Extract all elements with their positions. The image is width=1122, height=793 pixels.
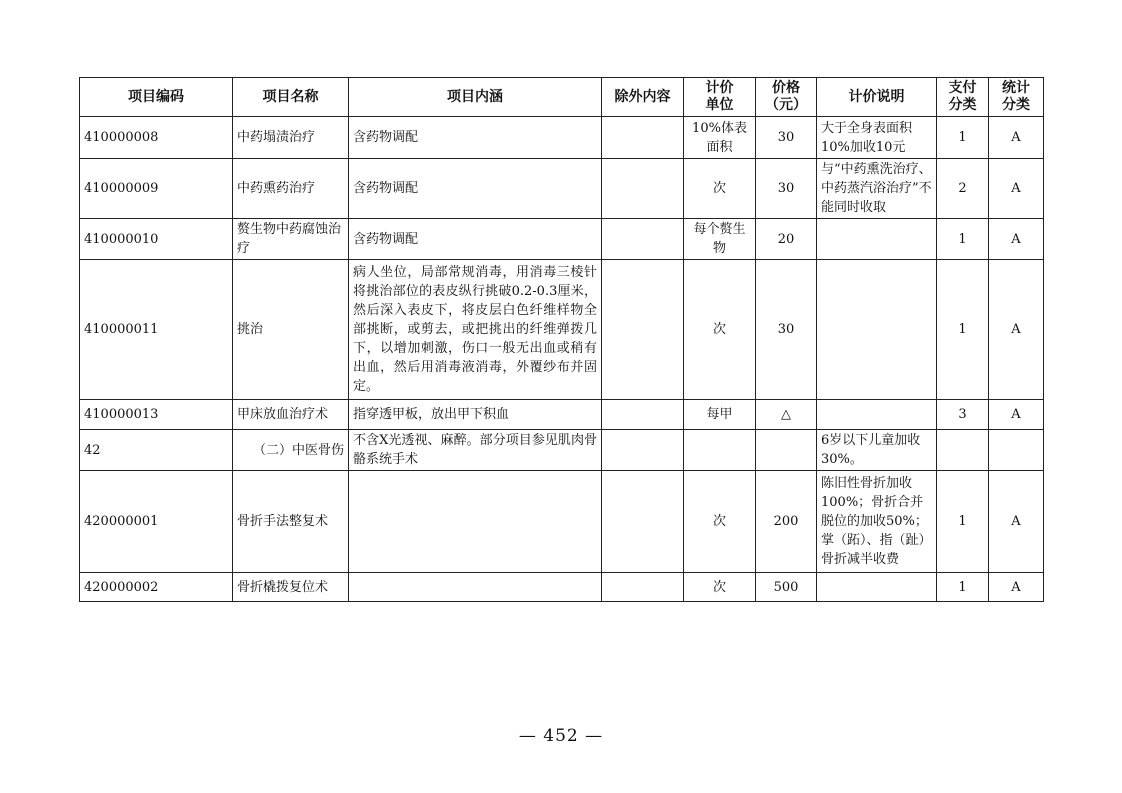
cell-pay: 1 [937, 117, 989, 159]
table-row [80, 159, 1044, 219]
cell-unit [684, 430, 756, 471]
col-header-stat: 统计 分类 [989, 78, 1044, 117]
table-row [80, 260, 1044, 400]
cell-unit: 次 [684, 159, 756, 219]
cell-unit: 10%体表面积 [684, 117, 756, 159]
cell-exclusion [602, 159, 684, 219]
cell-stat [989, 430, 1044, 471]
cell-code: 420000001 [80, 471, 233, 573]
cell-price: 30 [756, 260, 817, 400]
cell-stat: A [989, 260, 1044, 400]
cell-exclusion [602, 219, 684, 260]
cell-price: △ [756, 400, 817, 430]
table-row [80, 430, 1044, 471]
cell-content: 指穿透甲板，放出甲下积血 [349, 400, 602, 430]
cell-exclusion [602, 573, 684, 602]
table-row [80, 471, 1044, 573]
cell-note: 与“中药熏洗治疗、中药蒸汽浴治疗”不能同时收取 [817, 159, 937, 219]
cell-unit: 次 [684, 471, 756, 573]
col-header-exclusion: 除外内容 [602, 78, 684, 117]
cell-name: 甲床放血治疗术 [233, 400, 349, 430]
cell-name: 骨折手法整复术 [233, 471, 349, 573]
cell-unit: 每甲 [684, 400, 756, 430]
cell-name: 中药熏药治疗 [233, 159, 349, 219]
header-row [80, 78, 1044, 117]
cell-exclusion [602, 430, 684, 471]
table-row [80, 573, 1044, 602]
col-header-price: 价格 （元） [756, 78, 817, 117]
cell-note: 6岁以下儿童加收30%。 [817, 430, 937, 471]
cell-price: 500 [756, 573, 817, 602]
cell-note: 陈旧性骨折加收100%；骨折合并脱位的加收50%；掌（跖）、指（趾）骨折减半收费 [817, 471, 937, 573]
cell-stat: A [989, 400, 1044, 430]
col-header-unit: 计价 单位 [684, 78, 756, 117]
cell-price [756, 430, 817, 471]
table-row [80, 117, 1044, 159]
cell-note [817, 573, 937, 602]
cell-exclusion [602, 260, 684, 400]
page-number: — 452 — [518, 726, 604, 746]
cell-pay: 2 [937, 159, 989, 219]
cell-code: 410000011 [80, 260, 233, 400]
cell-content: 含药物调配 [349, 159, 602, 219]
cell-price: 20 [756, 219, 817, 260]
cell-code: 42 [80, 430, 233, 471]
cell-price: 200 [756, 471, 817, 573]
cell-stat: A [989, 573, 1044, 602]
cell-code: 420000002 [80, 573, 233, 602]
cell-code: 410000010 [80, 219, 233, 260]
cell-price: 30 [756, 117, 817, 159]
cell-content: 不含X光透视、麻醉。部分项目参见肌肉骨骼系统手术 [349, 430, 602, 471]
col-header-name: 项目名称 [233, 78, 349, 117]
cell-note: 大于全身表面积10%加收10元 [817, 117, 937, 159]
cell-exclusion [602, 471, 684, 573]
cell-content [349, 573, 602, 602]
cell-content: 含药物调配 [349, 117, 602, 159]
cell-content: 含药物调配 [349, 219, 602, 260]
cell-stat: A [989, 219, 1044, 260]
cell-content: 病人坐位，局部常规消毒，用消毒三棱针将挑治部位的表皮纵行挑破0.2-0.3厘米，然后深入表皮下，将皮层白色纤维样物全部挑断，或剪去，或把挑出的纤维弹拨几下，以增加刺激，伤口一般无出血或稍有出血，然后用消毒液消毒，外覆纱布并固定。 [349, 260, 602, 400]
col-header-code: 项目编码 [80, 78, 233, 117]
cell-exclusion [602, 400, 684, 430]
cell-code: 410000013 [80, 400, 233, 430]
cell-code: 410000008 [80, 117, 233, 159]
cell-pay: 1 [937, 573, 989, 602]
cell-stat: A [989, 159, 1044, 219]
cell-content [349, 471, 602, 573]
cell-pay [937, 430, 989, 471]
table-row [80, 400, 1044, 430]
col-header-pay: 支付 分类 [937, 78, 989, 117]
cell-stat: A [989, 471, 1044, 573]
cell-code: 410000009 [80, 159, 233, 219]
cell-name: 骨折橇拨复位术 [233, 573, 349, 602]
cell-unit: 次 [684, 260, 756, 400]
cell-pay: 1 [937, 260, 989, 400]
cell-note [817, 400, 937, 430]
cell-name: （二）中医骨伤 [233, 430, 349, 471]
cell-note [817, 260, 937, 400]
cell-name: 赘生物中药腐蚀治疗 [233, 219, 349, 260]
cell-unit: 次 [684, 573, 756, 602]
cell-pay: 1 [937, 471, 989, 573]
cell-stat: A [989, 117, 1044, 159]
col-header-note: 计价说明 [817, 78, 937, 117]
cell-pay: 1 [937, 219, 989, 260]
cell-note [817, 219, 937, 260]
table-row [80, 219, 1044, 260]
cell-price: 30 [756, 159, 817, 219]
fee-table [79, 77, 1044, 602]
cell-pay: 3 [937, 400, 989, 430]
cell-name: 挑治 [233, 260, 349, 400]
col-header-content: 项目内涵 [349, 78, 602, 117]
cell-name: 中药塌渍治疗 [233, 117, 349, 159]
cell-unit: 每个赘生物 [684, 219, 756, 260]
cell-exclusion [602, 117, 684, 159]
